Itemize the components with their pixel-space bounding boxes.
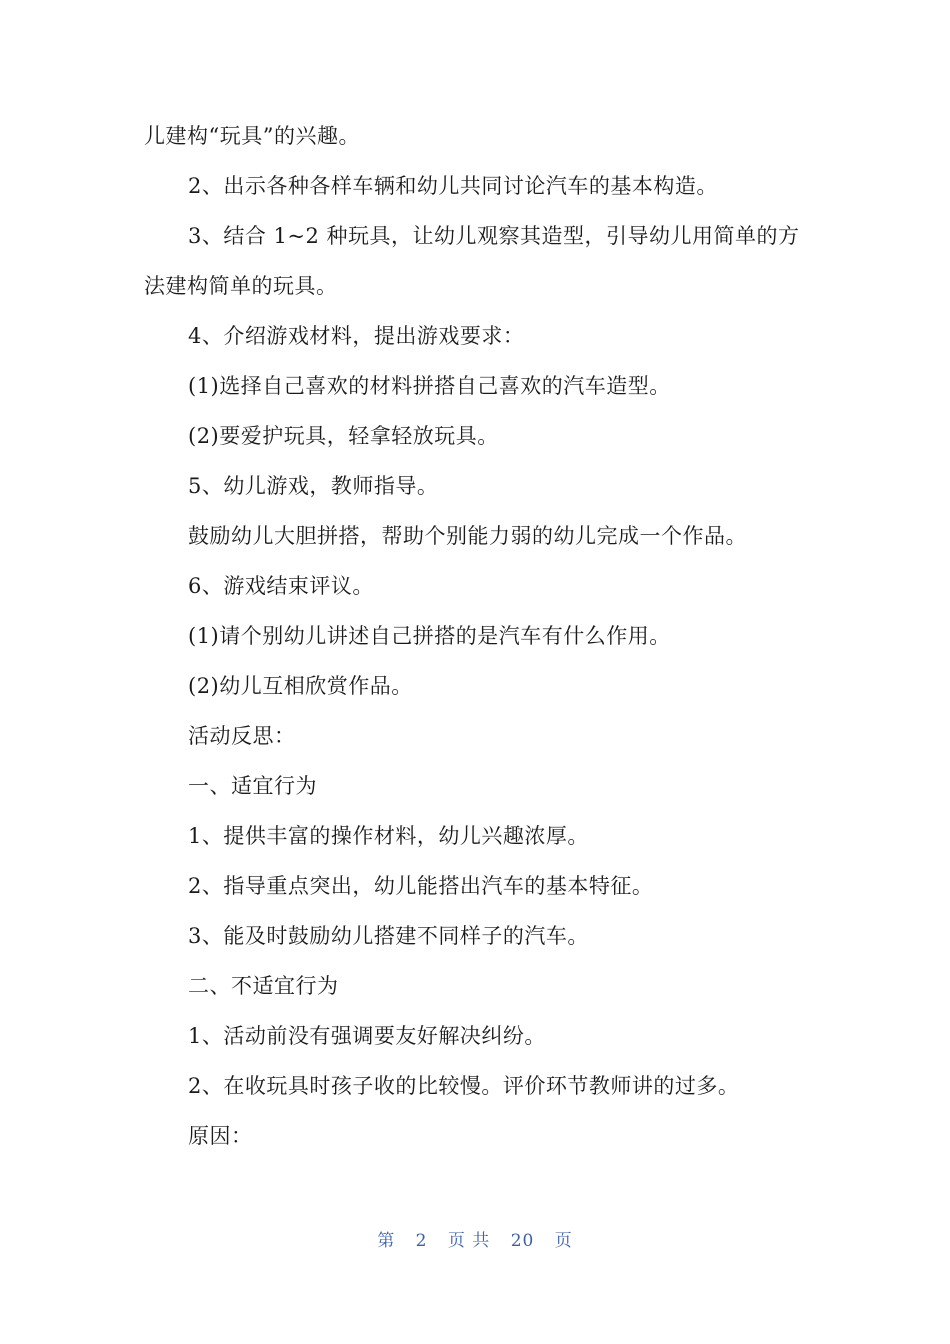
page-footer [0, 1226, 950, 1251]
paragraph-line: (1)选择自己喜欢的材料拼搭自己喜欢的汽车造型。 [188, 374, 671, 398]
paragraph-line: (1)请个别幼儿讲述自己拼搭的是汽车有什么作用。 [188, 624, 671, 648]
footer-suffix: 页 [554, 1231, 573, 1251]
paragraph-line: 1、活动前没有强调要友好解决纠纷。 [188, 1024, 546, 1048]
section-heading: 原因： [188, 1124, 253, 1148]
section-heading: 一、适宜行为 [188, 774, 317, 798]
paragraph-line: 2、出示各种各样车辆和幼儿共同讨论汽车的基本构造。 [188, 174, 718, 198]
paragraph-line: 3、结合 1~2 种玩具，让幼儿观察其造型，引导幼儿用简单的方 [188, 224, 800, 248]
section-heading: 活动反思： [188, 724, 296, 748]
paragraph-line: 儿建构“玩具”的兴趣。 [144, 124, 360, 148]
paragraph-line: 1、提供丰富的操作材料，幼儿兴趣浓厚。 [188, 824, 589, 848]
paragraph-line: (2)幼儿互相欣赏作品。 [188, 674, 413, 698]
footer-middle: 页 共 [447, 1231, 491, 1251]
footer-current-page: 2 [415, 1231, 428, 1251]
paragraph-line: 6、游戏结束评议。 [188, 574, 374, 598]
paragraph-line: 5、幼儿游戏，教师指导。 [188, 474, 439, 498]
paragraph-line: 鼓励幼儿大胆拼搭，帮助个别能力弱的幼儿完成一个作品。 [188, 524, 747, 548]
paragraph-line: 2、在收玩具时孩子收的比较慢。评价环节教师讲的过多。 [188, 1074, 740, 1098]
paragraph-line: 3、能及时鼓励幼儿搭建不同样子的汽车。 [188, 924, 589, 948]
paragraph-line: (2)要爱护玩具，轻拿轻放玩具。 [188, 424, 499, 448]
footer-prefix: 第 [377, 1231, 396, 1251]
paragraph-line: 4、介绍游戏材料，提出游戏要求： [188, 324, 525, 348]
footer-total-pages: 20 [510, 1231, 535, 1251]
paragraph-line: 法建构简单的玩具。 [144, 274, 338, 298]
paragraph-line: 2、指导重点突出，幼儿能搭出汽车的基本特征。 [188, 874, 654, 898]
section-heading: 二、不适宜行为 [188, 974, 339, 998]
